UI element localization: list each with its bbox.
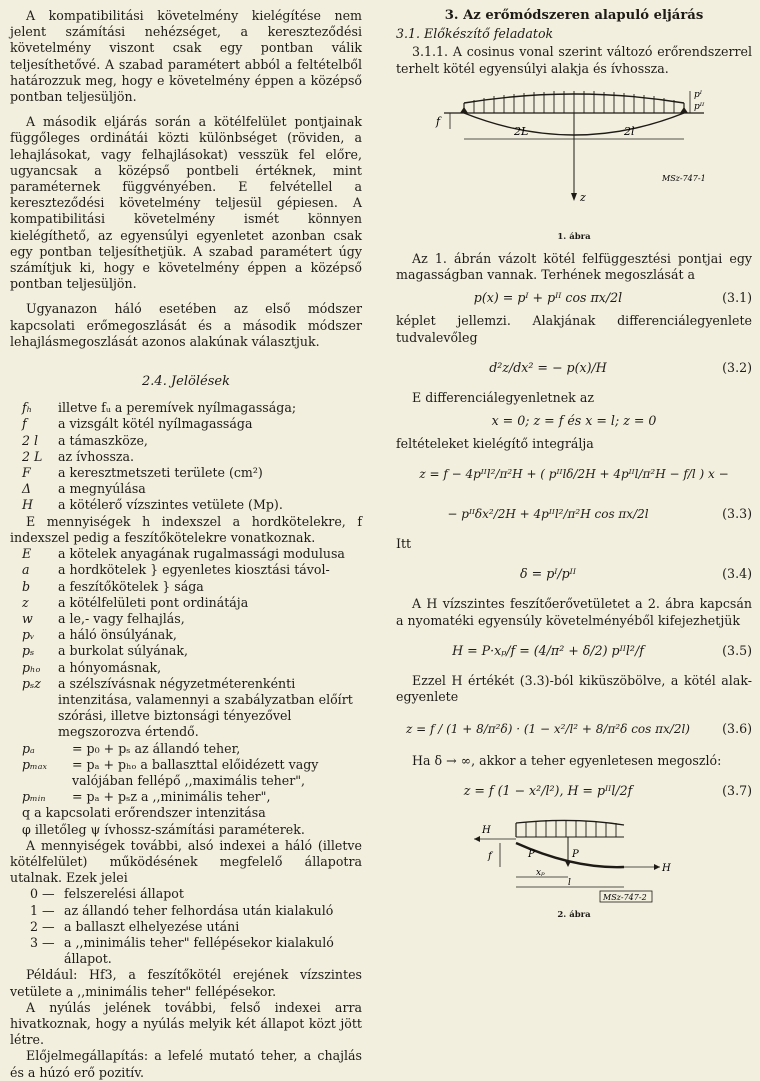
- equation-3-3-line2: − pᴵᴵδx²/2H + 4pᴵᴵl²/π²H cos πx/2l (3.3): [447, 506, 752, 522]
- notation-row: F a keresztmetszeti területe (cm²): [22, 465, 263, 481]
- fig1-label-p1: pᴵ: [694, 89, 702, 100]
- load-definitions: [10, 741, 362, 806]
- figure-2-half-cable-diagram: [464, 813, 684, 905]
- equation-3-2: d²z/dx² = − p(x)/H (3.2): [489, 359, 752, 375]
- notation-row: pₕₒ a hónyomásnak,: [22, 659, 162, 675]
- paragraph-compatibility: A kompatibilitási követelmény kielégítése nem jelent számítási nehézséget, a kereszteződési követelmény viszont csak egy pontban válik teljesíthetővé. A szabad paramétert abból a feltételből határozzuk meg, hogy e követelmény éppen a középső pontban teljesüljön.: [10, 8, 362, 105]
- paragraph-kep: képlet jellemzi. Alakjának differenciálegyenlete tudvalevőleg: [396, 313, 752, 345]
- state-row: 2 — a ballaszt elhelyezése utáni: [30, 918, 240, 934]
- figure-1-cable-diagram: [424, 77, 724, 227]
- paragraph-ha: Ha δ → ∞, akkor a teher egyenletesen megoszló:: [412, 753, 722, 769]
- notation-row: H a kötélerő vízszintes vetülete (Mp).: [22, 497, 283, 513]
- chapter-title: 3. Az erőmódszeren alapuló eljárás: [444, 8, 704, 23]
- paragraph-diff: E differenciálegyenletnek az: [412, 389, 594, 405]
- equation-3-1: p(x) = pᴵ + pᴵᴵ cos πx/2l (3.1): [473, 290, 752, 306]
- fig1-load-hatch: [474, 91, 674, 113]
- notation-row: Δ a megnyúlása: [22, 481, 146, 497]
- fig2-label-H-right: H: [662, 863, 671, 875]
- fig2-label-xp: xₚ: [536, 868, 545, 879]
- fig1-support-right: [680, 107, 688, 113]
- equation-3-6: z = f / (1 + 8/π²δ) · (1 − x²/l² + 8/π²δ cos πx/2l) (3.6): [406, 721, 752, 737]
- fig1-support-left: [460, 107, 468, 113]
- notation-list-2: [10, 546, 362, 740]
- load-row: pₐ = p₀ + pₛ az állandó teher,: [22, 740, 241, 756]
- fig1-stamp: MSz-747-1: [662, 173, 706, 183]
- equation-3-7: z = f (1 − x²/l²), H = pᴵᴵl/2f (3.7): [463, 783, 752, 799]
- fig1-label-2l: 2l: [624, 124, 635, 138]
- equation-3-4: δ = pᴵ/pᴵᴵ (3.4): [520, 566, 752, 582]
- phi-definition: φ illetőleg ψ ívhossz-számítási paraméterek.: [22, 821, 305, 837]
- fig1-label-z: z: [580, 190, 586, 204]
- section-title-notation: 2.4. Jelölések: [142, 374, 230, 390]
- paragraph-H: A H vízszintes feszítőerővetületet a 2. ábra kapcsán a nyomatéki egyensúly követelményéből kifejezhetjük: [396, 596, 752, 628]
- fig2-label-f: f: [488, 851, 492, 863]
- state-row: 3 — a ,,minimális teher" fellépésekor kialakuló állapot.: [30, 934, 334, 967]
- notation-row: pₛ a burkolat súlyának,: [22, 643, 188, 659]
- notation-row: 2 l a támaszköze,: [22, 432, 148, 448]
- load-row: pₘₐₓ = pₐ + pₕₒ a ballaszttal előidézett vagy valójában fellépő ,,maximális teher",: [22, 756, 319, 788]
- notation-row: w a le,- vagy felhajlás,: [22, 610, 185, 626]
- fig1-z-arrow: [571, 193, 577, 201]
- fig2-label-H-left: H: [482, 825, 491, 837]
- notation-row: a a hordkötelek } egyenletes kiosztási távol-: [22, 562, 330, 578]
- figure-1-caption: 1. ábra: [557, 231, 591, 242]
- notation-list-1: [10, 400, 362, 513]
- left-column: [10, 8, 362, 1081]
- notation-row: fₕ illetve fᵤ a peremívek nyílmagassága;: [22, 400, 297, 416]
- fig1-label-2L: 2L: [514, 124, 529, 138]
- paragraph-felt: feltételeket kielégítő integrálja: [396, 436, 594, 452]
- notation-row: z a kötélfelületi pont ordinátája: [22, 594, 249, 610]
- fig2-label-P-left: P: [528, 849, 535, 861]
- paragraph-second-method: A második eljárás során a kötélfelület pontjainak függőleges ordinátái közti különbséget (röviden, a lehajlásokat, vagy felhajlásokat) vesszük fel előre, ugyancsak a középső pontbeli értéknek, mint paraméternek függvényében. E felvétellel a kereszteződési követelmény teljesül gépiesen. A kompatibilitási követelmény ismét könnyen kielégíthető, az egyensúlyi egyenletet azonban csak egy pontban teljesíthetjük. A szabad paramétert úgy számítjuk ki, hogy e követelmény éppen a középső pontban teljesüljön.: [10, 114, 362, 292]
- notation-row: b a feszítőkötelek } sága: [22, 578, 204, 594]
- notation-row: f a vizsgált kötél nyílmagassága: [22, 416, 253, 432]
- equation-3-5: H = P·xₚ/f = (4/π² + δ/2) pᴵᴵl²/f (3.5): [452, 642, 752, 658]
- paragraph-same-net: Ugyanazon háló esetében az első módszer kapcsolati erőmegoszlását és a második módszer lehajlásmegoszlását azonos alakúnak választjuk.: [10, 301, 362, 349]
- notation-row: 2 L az ívhossza.: [22, 448, 135, 464]
- equation-3-3-line1: z = f − 4pᴵᴵl²/π²H + ( pᴵᴵlδ/2H + 4pᴵᴵl/π²H − f/l ) x −: [419, 467, 729, 482]
- paragraph-lower-indices: A mennyiségek további, alsó indexei a háló (illetve kötélfelület) működésének megfelelő állapotra utalnak. Ezek jelei: [10, 837, 362, 886]
- boundary-conditions: x = 0; z = f és x = l; z = 0: [491, 412, 657, 428]
- fig2-H-right-arrow: [654, 864, 660, 870]
- notation-row: pᵥ a háló önsúlyának,: [22, 627, 177, 643]
- fig1-label-f: f: [436, 114, 441, 128]
- paragraph-ezzel: Ezzel H értékét (3.3)-ból kiküszöbölve, a kötél alak-egyenlete: [396, 672, 752, 705]
- paragraph-example: Például: Hf3, a feszítőkötél erejének vízszintes vetülete a ,,minimális teher" fellépésekor.: [10, 967, 362, 999]
- subsection-title: 3.1. Előkészítő feladatok: [396, 26, 554, 42]
- state-row: 1 — az állandó teher felhordása után kialakuló: [30, 902, 334, 918]
- state-row: 0 — felszerelési állapot: [30, 886, 184, 902]
- notation-row: pₛz a szélszívásnak négyzetméterenkénti intenzitása, valamennyi a szabályzatban előírt szórási, illetve biztonsági tényezővel megszorozva értendő.: [22, 675, 353, 740]
- load-row: pₘᵢₙ = pₐ + pₛz a ,,minimális teher",: [22, 789, 271, 805]
- state-list: [10, 886, 362, 967]
- fig2-label-P: P: [572, 849, 579, 861]
- fig2-stamp: MSz-747-2: [603, 893, 647, 903]
- fig2-P-arrow: [565, 861, 571, 867]
- label-itt: Itt: [396, 536, 412, 552]
- paragraph-311: 3.1.1. A cosinus vonal szerint változó erőrendszerrel terhelt kötél egyensúlyi alakja és ívhossza.: [396, 44, 752, 76]
- paragraph-after-fig1: Az 1. ábrán vázolt kötél felfüggesztési pontjai egy magasságban vannak. Terhének megoszlását a: [396, 251, 752, 283]
- q-definition: q a kapcsolati erőrendszer intenzitása: [22, 805, 266, 821]
- paragraph-indices: E mennyiségek h indexszel a hordkötelekre, f indexszel pedig a feszítőkötelekre vonatkoznak.: [10, 513, 362, 545]
- fig2-load-curve: [516, 821, 624, 826]
- fig2-label-l: l: [568, 878, 571, 889]
- paragraph-sign-convention: Előjelmegállapítás: a lefelé mutató teher, a chajlás és a húzó erő pozitív.: [10, 1048, 362, 1080]
- paragraph-upper-indices: A nyúlás jelének további, felső indexei arra hivatkoznak, hogy a nyúlás melyik két állapot közt jött létre.: [10, 999, 362, 1048]
- notation-row: E a kötelek anyagának rugalmassági modulusa: [22, 546, 345, 562]
- fig2-H-left-arrow: [474, 836, 480, 842]
- fig1-label-p2: pᴵᴵ: [694, 101, 705, 112]
- right-column: [396, 8, 752, 930]
- figure-2-caption: 2. ábra: [557, 910, 591, 921]
